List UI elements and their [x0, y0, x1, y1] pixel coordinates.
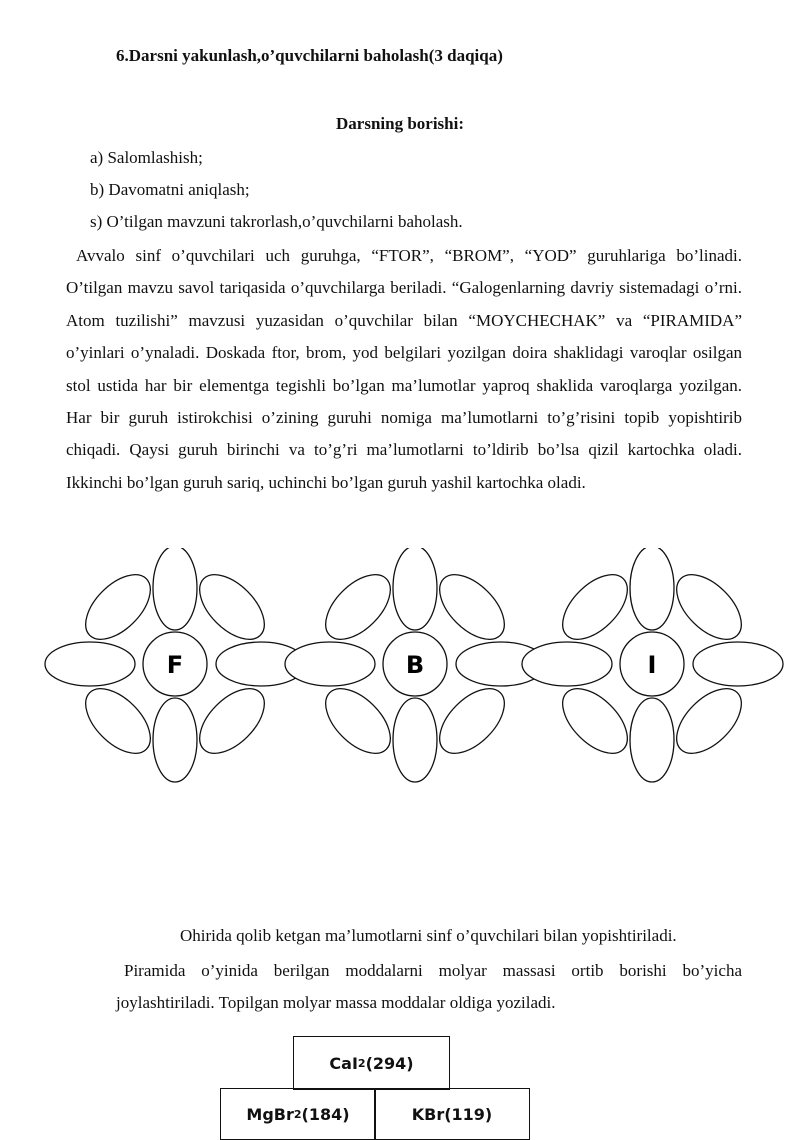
formula-text: MgBr	[246, 1104, 294, 1124]
flower-petal	[665, 677, 753, 765]
step-item: a) Salomlashish;	[90, 148, 203, 167]
flower-petal	[74, 677, 162, 765]
pyramid-bottom-left-cell	[220, 1088, 376, 1140]
flower-petal	[693, 642, 783, 686]
formula-subscript: 2	[293, 1107, 302, 1121]
pyramid-bottom-right-cell	[374, 1088, 530, 1140]
flower-petal	[45, 642, 135, 686]
formula-text: KBr	[411, 1104, 445, 1124]
flower-petal	[665, 563, 753, 651]
flower-petal	[74, 563, 162, 651]
flower-diagram	[285, 548, 546, 782]
flower-petal	[153, 698, 197, 782]
flower-diagrams	[0, 548, 800, 788]
flower-petal	[285, 642, 375, 686]
description-paragraph: Avvalo sinf o’quvchilari uch guruhga, “FTOR”, “BROM”, “YOD” guruhlariga bo’linadi. O’tilgan mavzu savol tariqasida o’quvchilarga beriladi. “Galogenlarning davriy sistemadagi o’rni. Atom tuzilishi” mavzusi yuzasidan o’quvchilar bilan “MOYCHECHAK” va “PIRAMIDA” o’yinlari o’ynaladi. Doskada ftor, brom, yod belgilari yozilgan doira shaklidagi varoqlar osilgan stol ustida har bir elementga tegishli bo’lgan ma’lumotlar yaproq shaklida varoqlarga yozilgan. Har bir guruh istirokchisi o’zining guruhi nomiga ma’lumotlarni to’g’risini topib yopishtirib chiqadi. Qaysi guruh birinchi va to’g’ri ma’lumotlarni to’ldirib bo’lsa qizil kartochka oladi. Ikkinchi bo’lgan guruh sariq, uchinchi bo’lgan guruh yashil kartochka oladi.	[66, 246, 742, 492]
flower-petal	[188, 563, 276, 651]
flower-petal	[551, 677, 639, 765]
molar-mass: (294)	[365, 1053, 414, 1073]
step-item: s) O’tilgan mavzuni takrorlash,o’quvchilarni baholash.	[90, 212, 463, 231]
formula-text: CaI	[329, 1053, 358, 1073]
flower-petal	[393, 548, 437, 630]
flower-petal	[630, 698, 674, 782]
flower-petal	[428, 677, 516, 765]
flower-petal	[314, 677, 402, 765]
molar-mass: (184)	[301, 1104, 350, 1124]
flower-diagram	[522, 548, 783, 782]
flower-petal	[188, 677, 276, 765]
element-symbol-label: I	[647, 651, 657, 679]
closing-line: Ohirida qolib ketgan ma’lumotlarni sinf o’quvchilari bilan yopishtiriladi.	[180, 926, 677, 945]
flower-petal	[428, 563, 516, 651]
flower-petal	[314, 563, 402, 651]
element-symbol-label: B	[405, 651, 425, 679]
step-item: b) Davomatni aniqlash;	[90, 180, 250, 199]
formula-subscript: 2	[357, 1056, 366, 1070]
section-heading: 6.Darsni yakunlash,o’quvchilarni baholash(3 daqiqa)	[116, 46, 503, 65]
molar-mass: (119)	[444, 1104, 493, 1124]
flower-petal	[393, 698, 437, 782]
flower-diagram	[45, 548, 306, 782]
element-symbol-label: F	[166, 651, 184, 679]
flower-petal	[522, 642, 612, 686]
flower-petal	[153, 548, 197, 630]
pyramid-top-cell	[293, 1036, 450, 1090]
lesson-title: Darsning borishi:	[336, 114, 464, 133]
flower-petal	[630, 548, 674, 630]
pyramid-paragraph: Piramida o’yinida berilgan moddalarni molyar massasi ortib borishi bo’yicha joylashtiriladi. Topilgan molyar massa moddalar oldiga yoziladi.	[116, 961, 742, 1013]
flower-petal	[551, 563, 639, 651]
